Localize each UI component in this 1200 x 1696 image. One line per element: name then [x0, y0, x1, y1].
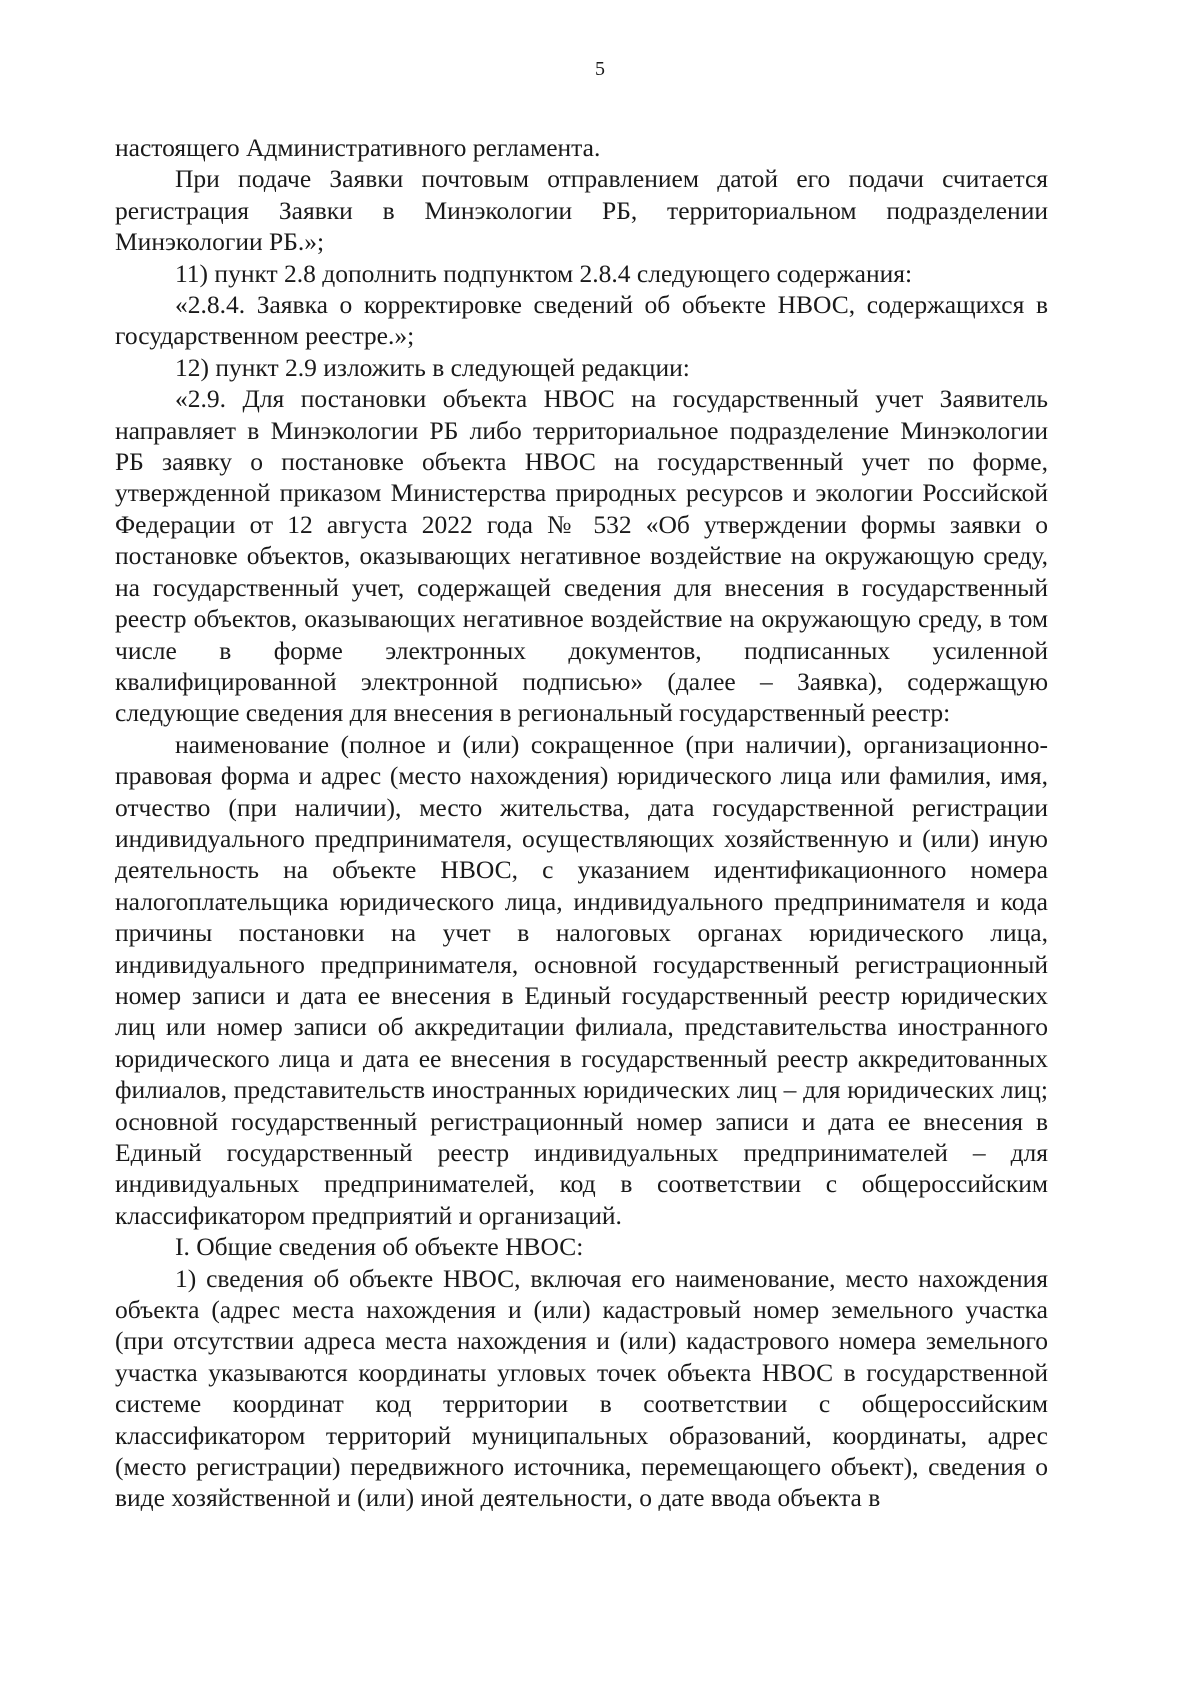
paragraph: «2.9. Для постановки объекта НВОС на государственный учет Заявитель направляет в Минэкологии РБ либо территориальное подразделение Минэкологии РБ заявку о постановке объекта НВОС на государственный учет по форме, утвержденной приказом Министерства природных ресурсов и экологии Российской Федерации от 12 августа 2022 года № 532 «Об утверждении формы заявки о постановке объектов, оказывающих негативное воздействие на окружающую среду, на государственный учет, содержащей сведения для внесения в государственный реестр объектов, оказывающих негативное воздействие на окружающую среду, в том числе в форме электронных документов, подписанных усиленной квалифицированной электронной подписью» (далее – Заявка), содержащую следующие сведения для внесения в региональный государственный реестр: — [115, 384, 1048, 728]
paragraph: «2.8.4. Заявка о корректировке сведений об объекте НВОС, содержащихся в государственном реестре.»; — [115, 290, 1048, 351]
document-body — [115, 132, 1048, 1514]
paragraph: 11) пункт 2.8 дополнить подпунктом 2.8.4 следующего содержания: — [175, 258, 913, 288]
paragraph: При подаче Заявки почтовым отправлением датой его подачи считается регистрация Заявки в Минэкологии РБ, территориальном подразделении Минэкологии РБ.»; — [115, 164, 1048, 257]
paragraph: 12) пункт 2.9 изложить в следующей редакции: — [175, 352, 690, 382]
paragraph: настоящего Административного регламента. — [115, 133, 601, 162]
page-number: 5 — [595, 58, 605, 80]
paragraph: I. Общие сведения об объекте НВОС: — [175, 1232, 584, 1262]
paragraph: наименование (полное и (или) сокращенное (при наличии), организационно-правовая форма и адрес (место нахождения) юридического лица или фамилия, имя, отчество (при наличии), место жительства, дата государственной регистрации индивидуального предпринимателя, осуществляющих хозяйственную и (или) иную деятельность на объекте НВОС, с указанием идентификационного номера налогоплательщика юридического лица, индивидуального предпринимателя и кода причины постановки на учет в налоговых органах юридического лица, индивидуального предпринимателя, основной государственный регистрационный номер записи и дата ее внесения в Единый государственный реестр юридических лиц или номер записи об аккредитации филиала, представительства иностранного юридического лица и дата ее внесения в государственный реестр аккредитованных филиалов, представительств иностранных юридических лиц – для юридических лиц; основной государственный регистрационный номер записи и дата ее внесения в Единый государственный реестр индивидуальных предпринимателей – для индивидуальных предпринимателей, код в соответствии с общероссийским классификатором предприятий и организаций. — [115, 729, 1048, 1230]
paragraph: 1) сведения об объекте НВОС, включая его наименование, место нахождения объекта (адрес места нахождения и (или) кадастровый номер земельного участка (при отсутствии адреса места нахождения и (или) кадастрового номера земельного участка указываются координаты угловых точек объекта НВОС в государственной системе координат код территории в соответствии с общероссийским классификатором территорий муниципальных образований, координаты, адрес (место регистрации) передвижного источника, перемещающего объект), сведения о виде хозяйственной и (или) иной деятельности, о дате ввода объекта в — [115, 1263, 1048, 1513]
